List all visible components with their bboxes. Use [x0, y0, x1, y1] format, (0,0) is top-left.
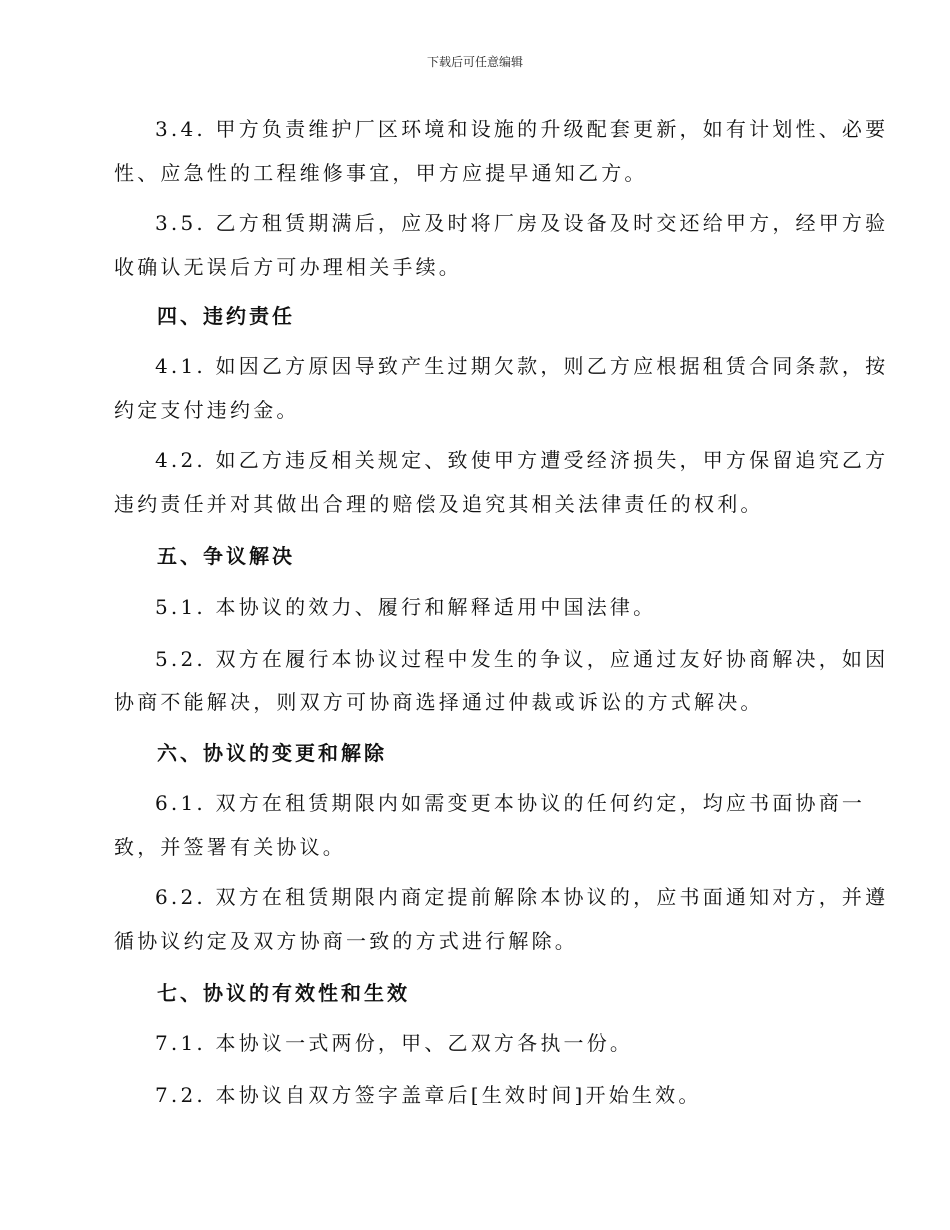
section-heading-7: 七、协议的有效性和生效	[157, 981, 410, 1005]
clause-3-4-line-1: 3.4. 甲方负责维护厂区环境和设施的升级配套更新，如有计划性、必要	[155, 117, 889, 141]
clause-5-2-line-1: 5.2. 双方在履行本协议过程中发生的争议，应通过友好协商解决，如因	[155, 647, 889, 671]
clause-5-1-line-1: 5.1. 本协议的效力、履行和解释适用中国法律。	[155, 595, 657, 619]
clause-6-2-line-2: 循协议约定及双方协商一致的方式进行解除。	[114, 929, 578, 953]
clause-6-1-line-1: 6.1. 双方在租赁期限内如需变更本协议的任何约定，均应书面协商一	[155, 791, 866, 815]
clause-4-2-line-1: 4.2. 如乙方违反相关规定、致使甲方遭受经济损失，甲方保留追究乙方	[155, 448, 889, 472]
clause-5-2-line-2: 协商不能解决，则双方可协商选择通过仲裁或诉讼的方式解决。	[114, 690, 764, 714]
clause-7-1-line-1: 7.1. 本协议一式两份，甲、乙双方各执一份。	[155, 1031, 634, 1055]
clause-4-1-line-2: 约定支付违约金。	[114, 398, 300, 422]
clause-4-2-line-2: 违约责任并对其做出合理的赔偿及追究其相关法律责任的权利。	[114, 492, 764, 516]
section-heading-6: 六、协议的变更和解除	[157, 741, 387, 765]
clause-6-1-line-2: 致，并签署有关协议。	[114, 835, 346, 859]
section-heading-4: 四、违约责任	[157, 304, 295, 328]
clause-6-2-line-1: 6.2. 双方在租赁期限内商定提前解除本协议的，应书面通知对方，并遵	[155, 885, 889, 909]
clause-3-5-line-2: 收确认无误后方可办理相关手续。	[114, 255, 462, 279]
page-header: 下载后可任意编辑	[426, 55, 523, 69]
clause-3-5-line-1: 3.5. 乙方租赁期满后，应及时将厂房及设备及时交还给甲方，经甲方验	[155, 211, 889, 235]
clause-4-1-line-1: 4.1. 如因乙方原因导致产生过期欠款，则乙方应根据租赁合同条款，按	[155, 354, 889, 378]
section-heading-5: 五、争议解决	[157, 544, 295, 568]
clause-7-2-line-1: 7.2. 本协议自双方签字盖章后[生效时间]开始生效。	[155, 1083, 702, 1107]
clause-3-4-line-2: 性、应急性的工程维修事宜，甲方应提早通知乙方。	[114, 161, 648, 185]
